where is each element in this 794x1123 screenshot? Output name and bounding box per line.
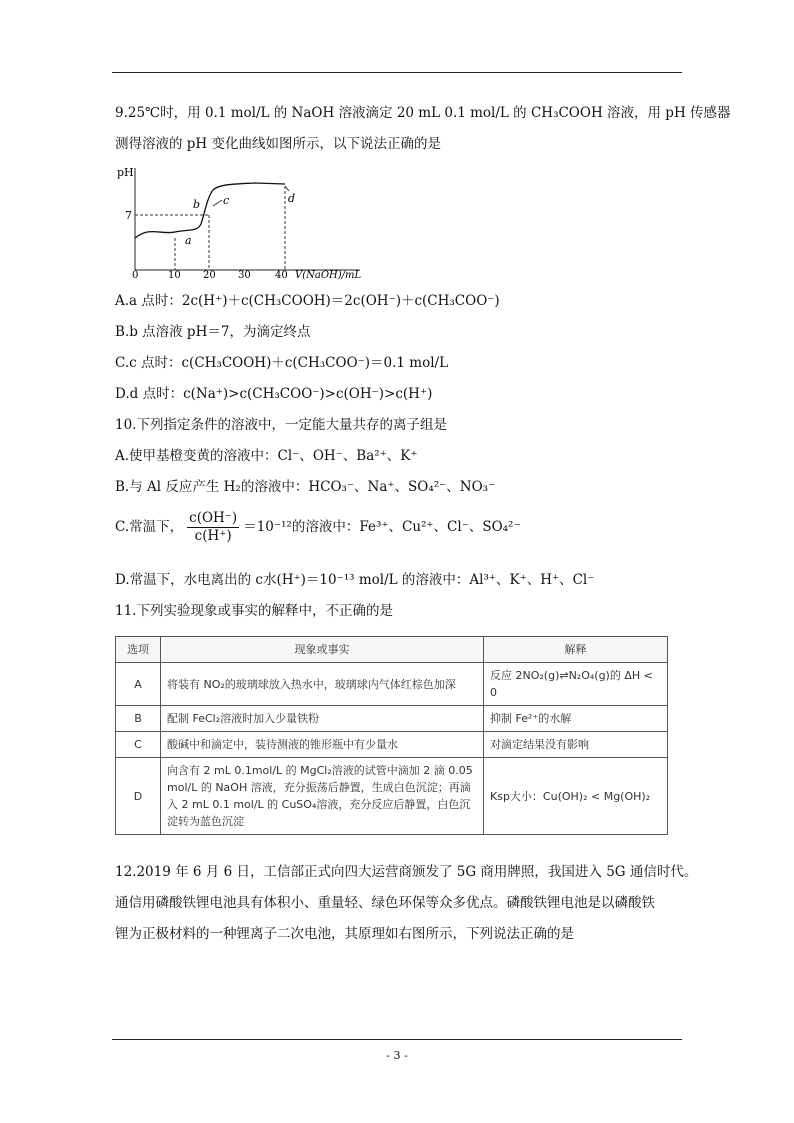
point-label-a: a (185, 234, 192, 247)
header-option: 选项 (116, 637, 161, 663)
table-row (116, 706, 668, 732)
q10-option-c-prefix: C.常温下， (115, 519, 184, 535)
row-fact: 配制 FeCl₂溶液时加入少量铁粉 (161, 706, 484, 732)
q12-line2: 通信用磷酸铁锂电池具有体积小、重量轻、绿色环保等众多优点。磷酸铁锂电池是以磷酸铁 (115, 895, 655, 911)
point-label-d: d (288, 192, 296, 205)
row-explanation: 对滴定结果没有影响 (484, 732, 668, 758)
x-tick-10: 10 (168, 270, 181, 281)
table-row (116, 732, 668, 758)
q9-option-b: B.b 点溶液 pH＝7，为滴定终点 (115, 324, 311, 340)
row-option: A (116, 663, 161, 706)
x-tick-0: 0 (132, 270, 139, 281)
q9-option-c: C.c 点时：c(CH₃COOH)＋c(CH₃COO⁻)＝0.1 mol/L (115, 355, 449, 371)
q10-stem: 10.下列指定条件的溶液中，一定能大量共存的离子组是 (115, 417, 447, 433)
row-option: D (116, 758, 161, 835)
q12-line3: 锂为正极材料的一种锂离子二次电池，其原理如右图所示，下列说法正确的是 (115, 926, 574, 942)
q10-option-d: D.常温下，水电离出的 c水(H⁺)＝10⁻¹³ mol/L 的溶液中：Al³⁺、K⁺、H⁺、Cl⁻ (115, 572, 595, 588)
row-explanation: 反应 2NO₂(g)⇌N₂O₄(g)的 ΔH < 0 (484, 663, 668, 706)
q11-stem: 11.下列实验现象或事实的解释中，不正确的是 (115, 603, 393, 619)
q12-line1: 12.2019 年 6 月 6 日，工信部正式向四大运营商颁发了 5G 商用牌照，我国进入 5G 通信时代。 (115, 864, 698, 880)
page-number: - 3 - (386, 1049, 408, 1062)
footer-rule (112, 1039, 682, 1040)
x-tick-20: 20 (203, 270, 216, 281)
ph-curve (135, 183, 285, 238)
header-rule (112, 72, 682, 73)
row-fact: 酸碱中和滴定中，装待测液的锥形瓶中有少量水 (161, 732, 484, 758)
row-option: B (116, 706, 161, 732)
q9-option-d: D.d 点时：c(Na⁺)>c(CH₃COO⁻)>c(OH⁻)>c(H⁺) (115, 386, 433, 402)
row-fact: 将装有 NO₂的玻璃球放入热水中，玻璃球内气体红棕色加深 (161, 663, 484, 706)
x-axis-label: V(NaOH)/mL (295, 270, 362, 281)
header-fact: 现象或事实 (161, 637, 484, 663)
y-tick-7: 7 (125, 209, 132, 222)
y-axis-label: pH (117, 166, 134, 179)
q10-option-a: A.使甲基橙变黄的溶液中：Cl⁻、OH⁻、Ba²⁺、K⁺ (115, 448, 418, 464)
q9-stem-line1: 9.25℃时，用 0.1 mol/L 的 NaOH 溶液滴定 20 mL 0.1 mol/L 的 CH₃COOH 溶液，用 pH 传感器 (115, 105, 731, 121)
fraction-denominator: c(H⁺) (194, 528, 232, 544)
q9-stem-line2: 测得溶液的 pH 变化曲线如图所示，以下说法正确的是 (115, 136, 441, 152)
point-label-b: b (193, 198, 201, 211)
table-row (116, 663, 668, 706)
q10-option-c-suffix: ＝10⁻¹²的溶液中：Fe³⁺、Cu²⁺、Cl⁻、SO₄²⁻ (243, 519, 521, 535)
q10-option-c (115, 510, 521, 545)
q11-table (115, 636, 668, 835)
point-label-c: c (223, 194, 230, 207)
q9-titration-figure (115, 160, 375, 282)
row-option: C (116, 732, 161, 758)
row-explanation: 抑制 Fe²⁺的水解 (484, 706, 668, 732)
x-tick-40: 40 (275, 270, 288, 281)
table-row (116, 758, 668, 835)
table-header-row (116, 637, 668, 663)
fraction-numerator: c(OH⁻) (189, 510, 238, 526)
q10-option-b: B.与 Al 反应产生 H₂的溶液中：HCO₃⁻、Na⁺、SO₄²⁻、NO₃⁻ (115, 479, 496, 495)
q9-option-a: A.a 点时：2c(H⁺)＋c(CH₃COOH)＝2c(OH⁻)＋c(CH₃COO⁻) (115, 293, 500, 309)
row-fact: 向含有 2 mL 0.1mol/L 的 MgCl₂溶液的试管中滴加 2 滴 0.05 mol/L 的 NaOH 溶液，充分振荡后静置，生成白色沉淀；再滴入 2 mL 0.1 mol/L 的 CuSO₄溶液，充分反应后静置，白色沉淀转为蓝色沉淀 (161, 758, 484, 835)
header-explanation: 解释 (484, 637, 668, 663)
q10-option-c-fraction (187, 510, 239, 545)
row-explanation: Ksp大小：Cu(OH)₂ < Mg(OH)₂ (484, 758, 668, 835)
x-tick-30: 30 (238, 270, 251, 281)
